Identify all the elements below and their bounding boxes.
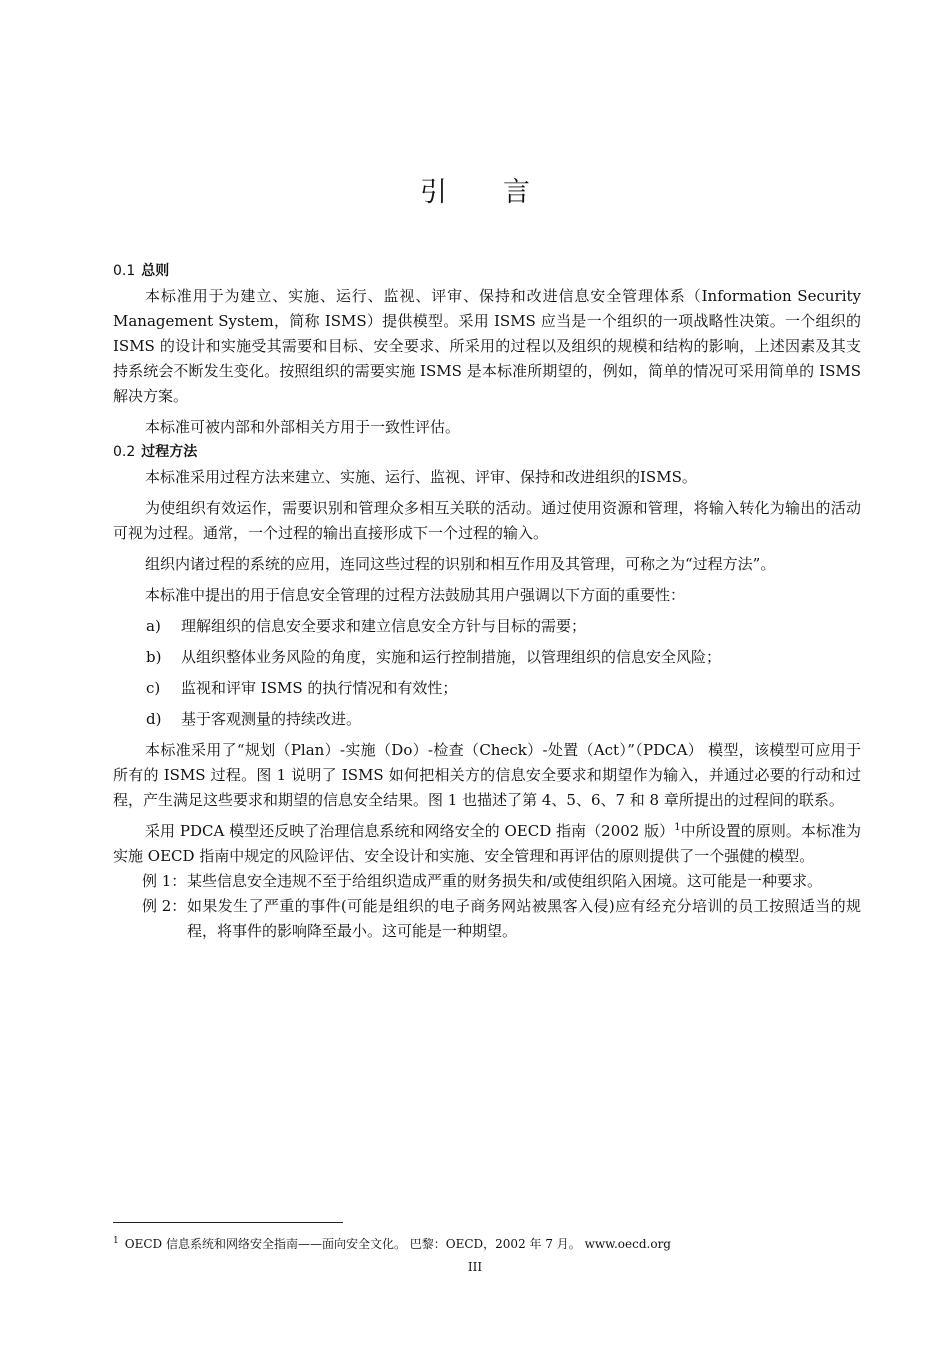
list-item — [113, 707, 861, 732]
footnote-reference[interactable]: 1 — [674, 822, 681, 833]
page-title: 引言 — [420, 177, 586, 208]
example-label: 例 2： — [142, 897, 187, 915]
paragraph: 本标准采用了“规划（Plan）-实施（Do）-检查（Check）-处置（Act）”（PDCA） 模型，该模型可应用于所有的 ISMS 过程。图 1 说明了 ISMS 如何把相关方的信息安全要求和期望作为输入，并通过必要的行动和过程，产生满足这些要求和期望的信息安全结果。图 1 也描述了第 4、5、6、7 和 8 章所提出的过程间的联系。 — [113, 741, 861, 809]
paragraph: 本标准可被内部和外部相关方用于一致性评估。 — [145, 418, 461, 436]
list-text: 从组织整体业务风险的角度，实施和运行控制措施，以管理组织的信息安全风险； — [181, 648, 722, 666]
section-number: 0.1 — [113, 263, 136, 279]
footnote — [113, 1232, 671, 1253]
list-marker: c) — [146, 679, 161, 697]
page-body — [113, 259, 861, 944]
list-text: 基于客观测量的持续改进。 — [181, 710, 362, 728]
list-text: 监视和评审 ISMS 的执行情况和有效性； — [181, 679, 458, 697]
section-title: 总则 — [141, 263, 170, 279]
paragraph: 组织内诸过程的系统的应用，连同这些过程的识别和相互作用及其管理，可称之为“过程方法”。 — [145, 555, 776, 573]
paragraph: 本标准中提出的用于信息安全管理的过程方法鼓励其用户强调以下方面的重要性： — [145, 586, 686, 604]
page-number: III — [467, 1260, 483, 1274]
list-item — [113, 676, 861, 701]
example-text: 某些信息安全违规不至于给组织造成严重的财务损失和/或使组织陷入困境。这可能是一种要求。 — [187, 872, 823, 890]
paragraph: 本标准采用过程方法来建立、实施、运行、监视、评审、保持和改进组织的ISMS。 — [145, 468, 697, 486]
paragraph: 为使组织有效运作，需要识别和管理众多相互关联的活动。通过使用资源和管理，将输入转化为输出的活动可视为过程。通常，一个过程的输出直接形成下一个过程的输入。 — [113, 499, 861, 542]
list-marker: b) — [146, 648, 162, 666]
section-title: 过程方法 — [141, 444, 198, 460]
paragraph-text: 中所设置的原则。本标准为实施 OECD 指南中规定的风险评估、安全设计和实施、安全管理和再评估的原则提供了一个强健的模型。 — [113, 822, 861, 865]
paragraph: 本标准用于为建立、实施、运行、监视、评审、保持和改进信息安全管理体系（Information Security Management System，简称 ISMS）提供模型。采用 ISMS 应当是一个组织的一项战略性决策。一个组织的 ISMS 的设计和实施受其需要和目标、安全要求、所采用的过程以及组织的规模和结构的影响，上述因素及其支持系统会不断发生变化。按照组织的需要实施 ISMS 是本标准所期望的，例如，简单的情况可采用简单的 ISMS 解决方案。 — [113, 287, 861, 405]
list-marker: a) — [146, 617, 161, 635]
footnote-text: OECD 信息系统和网络安全指南——面向安全文化。 巴黎：OECD，2002 年 7 月。 www.oecd.org — [124, 1237, 671, 1251]
footnote-marker: 1 — [113, 1236, 119, 1246]
section-number: 0.2 — [113, 444, 136, 460]
example-text: 如果发生了严重的事件(可能是组织的电子商务网站被黑客入侵)应有经充分培训的员工按照适当的规程，将事件的影响降至最小。这可能是一种期望。 — [187, 897, 861, 940]
paragraph-text: 采用 PDCA 模型还反映了治理信息系统和网络安全的 OECD 指南（2002 版） — [145, 822, 675, 840]
list-text: 理解组织的信息安全要求和建立信息安全方针与目标的需要； — [181, 617, 587, 635]
section-heading-process-approach — [113, 440, 861, 465]
example-label: 例 1： — [142, 872, 187, 890]
section-heading-general — [113, 259, 861, 284]
list-marker: d) — [146, 710, 162, 728]
paragraph-pdca-oecd — [113, 819, 861, 869]
list-item — [113, 614, 861, 639]
footnote-separator — [113, 1222, 343, 1223]
example-item — [113, 894, 861, 944]
list-item — [113, 645, 861, 670]
example-item — [113, 869, 861, 894]
